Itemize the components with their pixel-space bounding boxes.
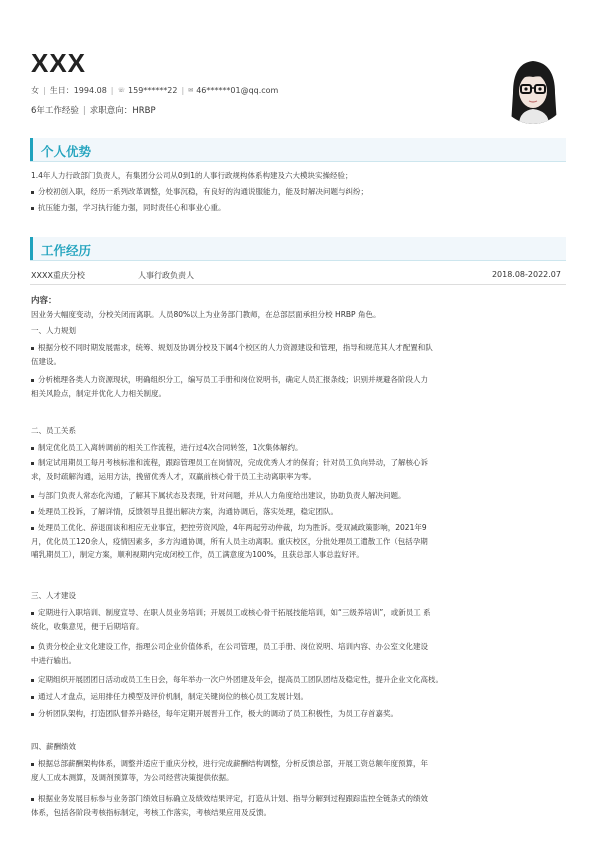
job-divider — [30, 284, 566, 285]
bullet-icon — [31, 679, 34, 682]
bullet-icon — [31, 191, 34, 194]
gender: 女 — [31, 86, 39, 95]
work-item: 负责分校企业文化建设工作，指理公司企业价值体系，在公司管理，员工手册、岗位说明、培训内容、办公室文化建设 中进行输出。 — [31, 642, 428, 665]
section-header-work — [30, 237, 566, 260]
bullet-icon — [31, 763, 34, 766]
bullet-icon — [31, 447, 34, 450]
mail-icon: ✉ — [188, 87, 194, 94]
intent-label: 求职意向： — [89, 106, 133, 116]
personal-info — [31, 85, 278, 96]
avatar — [497, 51, 569, 125]
work-item: 处理员工优化、辞退面谈和相应无业事宜，把控劳资风险，4年两起劳动仲裁，均为胜诉。受双减政策影响，2021年9 月，优化员工120余人，疫情因素多，多方沟通协调，所有人员主动离职。重庆校区，分批处理员工遣散工作（包括孕期 哺乳期员工），制定方案，顺利视期内完成闭校工作，员工满意度为100%，且获总部人事总监好评。 — [31, 523, 428, 559]
bullet-icon — [31, 612, 34, 615]
advantage-item: 1.4年人力行政部门负责人，有集团分公司从0到1的人事行政规构体系构建及六大模块实操经验； — [31, 171, 353, 180]
email-address[interactable]: 46******01@qq.com — [196, 86, 279, 95]
work-item: 通过人才盘点，运用排任力模型及评价机制，制定关键岗位的核心员工发展计划。 — [31, 690, 551, 704]
section-accent — [30, 237, 33, 260]
work-item: 制定试用期员工每月考核标准和流程，跟踪管理员工在岗情况，完成优秀人才的保育；针对员工负向异动，了解核心诉 求，及时疏解沟通，运用方法，挽留优秀人才，双赢前核心骨干员工主动离职率为零。 — [31, 458, 428, 481]
job-date: 2018.08-2022.07 — [491, 270, 561, 279]
content-label: 内容： — [31, 296, 57, 306]
job-role: 人事行政负责人 — [138, 271, 194, 280]
advantage-item: 抗压能力强，学习执行能力强，同时责任心和事业心重。 — [31, 201, 551, 215]
bullet-icon — [31, 347, 34, 350]
group-heading: 三、人才建设 — [31, 591, 76, 600]
bullet-icon — [31, 511, 34, 514]
experience-years: 6年工作经验 — [31, 106, 79, 116]
section-accent — [30, 138, 33, 161]
company-name: XXXX重庆分校 — [31, 271, 85, 280]
advantage-item: 分校初创入职，经历一系列改革调整，处事沉稳，有良好的沟通说服能力，能及时解决问题与纠纷； — [31, 185, 551, 199]
candidate-name: XXX — [31, 48, 87, 78]
bullet-icon — [31, 495, 34, 498]
experience-line — [31, 104, 156, 116]
divider: | — [110, 86, 114, 95]
work-item: 根据业务发展目标参与业务部门绩效目标确立及绩效结果评定，打造从计划、指导分解到过程跟踪监控全链条式的绩效 体系，包括各阶段考核指标制定，考核工作落实，考核结果应用及反馈。 — [31, 794, 428, 817]
bullet-icon — [31, 379, 34, 382]
group-heading: 四、薪酬绩效 — [31, 742, 76, 751]
section-title: 工作经历 — [41, 243, 92, 258]
section-underline — [30, 260, 566, 261]
work-intro: 因业务大幅度变动，分校关闭而离职。人员80%以上为业务部门教师，在总部层面承担分校 HRBP 角色。 — [31, 310, 381, 319]
birth-date: 1994.08 — [73, 86, 107, 95]
phone-icon: ☏ — [117, 87, 126, 94]
birth-label: 生日： — [49, 86, 74, 95]
divider: | — [82, 106, 86, 116]
work-item: 制定优化员工入离转调前的相关工作流程，进行过4次合同转签，1次集体解约。 — [31, 441, 551, 455]
section-underline — [30, 161, 566, 162]
work-item: 根据分校不同时期发展需求，统筹、规划及协调分校及下属4个校区的人力资源建设和管理，指导和规范其人才配置和队 伍建设。 — [31, 343, 433, 366]
divider: | — [43, 86, 46, 95]
work-item: 分析团队架构，打造团队督养升路径，每年定期开展晋升工作，极大的调动了员工积极性，为员工存首嘉奖。 — [31, 707, 551, 721]
divider: | — [181, 86, 185, 95]
bullet-icon — [31, 462, 34, 465]
work-item: 定期进行入职培训、制度宣导、在职人员业务培训；开展员工或核心骨干拓展技能培训，如“三级养培训”，或新员工 系 统化，收集意见，便于后期培育。 — [31, 608, 431, 631]
bullet-icon — [31, 696, 34, 699]
work-item: 处理员工投诉，了解详情，反馈领导且提出解决方案，沟通协调后，落实处理，稳定团队。 — [31, 505, 551, 519]
group-heading: 二、员工关系 — [31, 426, 76, 435]
work-item: 根据总部薪酬架构体系，调整并适应于重庆分校，进行完成薪酬结构调整，分析反馈总部，开展工资总额年度预算，年 度人工成本测算，及调剂预算等，为公司经营决策提供依据。 — [31, 759, 428, 782]
bullet-icon — [31, 207, 34, 210]
bullet-icon — [31, 713, 34, 716]
phone-number: 159******22 — [128, 86, 178, 95]
job-intent: HRBP — [132, 106, 156, 116]
work-item: 定期组织开展团团日活动或员工生日会，每年举办一次户外团建及年会，提高员工团队团结及稳定性，提升企业文化高枝。 — [31, 673, 551, 687]
group-heading: 一、人力规划 — [31, 326, 76, 335]
bullet-icon — [31, 646, 34, 649]
work-item: 与部门负责人常态化沟通，了解其下属状态及表现，针对问题，并从人力角度给出建议，协助负责人解决问题。 — [31, 489, 551, 503]
bullet-icon — [31, 798, 34, 801]
work-item: 分析梳理各类人力资源现状，明确组织分工，编写员工手册和岗位说明书，确定人员汇报条线；识别并规避各阶段人力 相关风险点，制定并优化人力相关制度。 — [31, 375, 428, 398]
bullet-icon — [31, 527, 34, 530]
section-title: 个人优势 — [41, 144, 92, 159]
section-header-advantages — [30, 138, 566, 161]
